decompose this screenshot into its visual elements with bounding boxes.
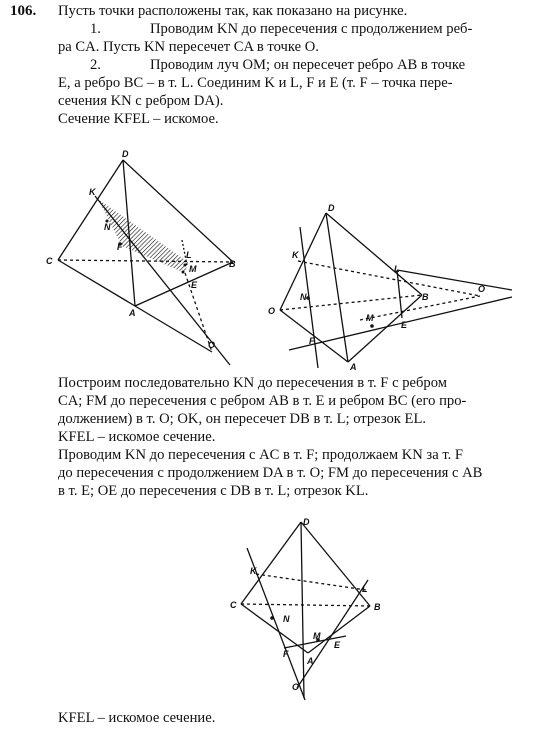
- final-statement: KFEL – искомое сечение.: [58, 710, 216, 726]
- step1-line1: Проводим KN до пересечения с продолжением реб-: [150, 21, 473, 37]
- step2-line3: сечения KN с ребром DA).: [58, 93, 224, 109]
- fig3-label-N: N: [283, 614, 290, 624]
- fig1-label-A: A: [129, 308, 136, 318]
- edge-CB: [58, 260, 233, 262]
- fig2-label-M: M: [366, 313, 374, 323]
- fig1-label-K: K: [89, 187, 96, 197]
- step2-line2: E, а ребро BC – в т. L. Соединим K и L, F и E (т. F – точка пере-: [58, 75, 453, 91]
- fig3-label-E: E: [334, 640, 341, 650]
- fig1-label-M: M: [189, 264, 197, 274]
- para2-line1: Построим последовательно KN до пересечения в т. F с ребром: [58, 375, 447, 391]
- para2-line3: должением) в т. O; OK, он пересечет DB в т. L; отрезок EL.: [58, 411, 427, 427]
- fig3-label-A: A: [307, 656, 314, 666]
- step2-line1: Проводим луч OM; он пересечет ребро AB в точке: [150, 57, 466, 73]
- fig3-label-O: O: [292, 682, 300, 692]
- step1-line2: ра CA. Пусть KN пересечет CA в точке O.: [58, 39, 319, 55]
- fig2-label-B: B: [422, 292, 429, 302]
- fig3-label-B: B: [374, 602, 381, 612]
- step2-number: 2.: [90, 57, 101, 73]
- para3-line2: до пересечения с продолжением DA в т. O; FM до пересечения с AB: [58, 465, 483, 481]
- step1-number: 1.: [90, 21, 101, 37]
- fig2-label-O-right: O: [478, 284, 486, 294]
- fig1-label-E: E: [191, 280, 198, 290]
- problem-number: 106.: [10, 3, 37, 19]
- edge-DC: [241, 522, 301, 604]
- fig2-label-L: L: [394, 264, 400, 274]
- fig3-label-M: M: [313, 631, 321, 641]
- fig2-label-F: F: [309, 336, 315, 346]
- para2-line2: CA; FM до пересечения с ребром AB в т. E и ребром BC (его про-: [58, 393, 467, 409]
- edge-AB: [348, 295, 422, 362]
- fig1-label-B: B: [229, 259, 236, 269]
- para3-line3: в т. E; OE до пересечения с DB в т. L; отрезок KL.: [58, 483, 369, 499]
- intro-text: Пусть точки расположены так, как показано на рисунке.: [58, 3, 408, 19]
- line-OL: [297, 580, 368, 688]
- fig2-label-O-left: O: [268, 306, 276, 316]
- edge-DA-extended: [301, 522, 304, 698]
- edge-DB: [326, 213, 422, 295]
- fig2-label-E: E: [401, 320, 408, 330]
- fig3-label-C: C: [230, 600, 237, 610]
- fig1-label-O: O: [208, 340, 216, 350]
- figure-1-tetrahedron: [58, 160, 233, 365]
- edge-DA: [326, 213, 348, 362]
- fig2-label-N: N: [300, 292, 307, 302]
- figure-3-labels: [230, 517, 381, 692]
- fig1-label-C: C: [46, 256, 53, 266]
- edge-CA: [58, 260, 135, 306]
- fig3-label-K: K: [250, 566, 257, 576]
- fig3-label-F: F: [283, 649, 289, 659]
- fig3-label-L: L: [362, 584, 368, 594]
- fig3-label-D: D: [303, 517, 310, 527]
- fig1-label-N: N: [104, 222, 111, 232]
- section-statement-1: Сечение KFEL – искомое.: [58, 111, 219, 127]
- figure-3-tetrahedron: [241, 522, 370, 700]
- para3-line1: Проводим KN до пересечения с AC в т. F; продолжаем KN за т. F: [58, 447, 464, 463]
- fig2-label-K: K: [292, 250, 299, 260]
- fig1-label-D: D: [122, 149, 129, 159]
- fig2-label-D: D: [328, 203, 335, 213]
- fig2-label-A: A: [350, 362, 357, 372]
- line-L-ray: [397, 270, 512, 290]
- fig1-label-L: L: [186, 250, 192, 260]
- fig1-label-F: F: [117, 242, 123, 252]
- para2-line4: KFEL – искомое сечение.: [58, 429, 216, 445]
